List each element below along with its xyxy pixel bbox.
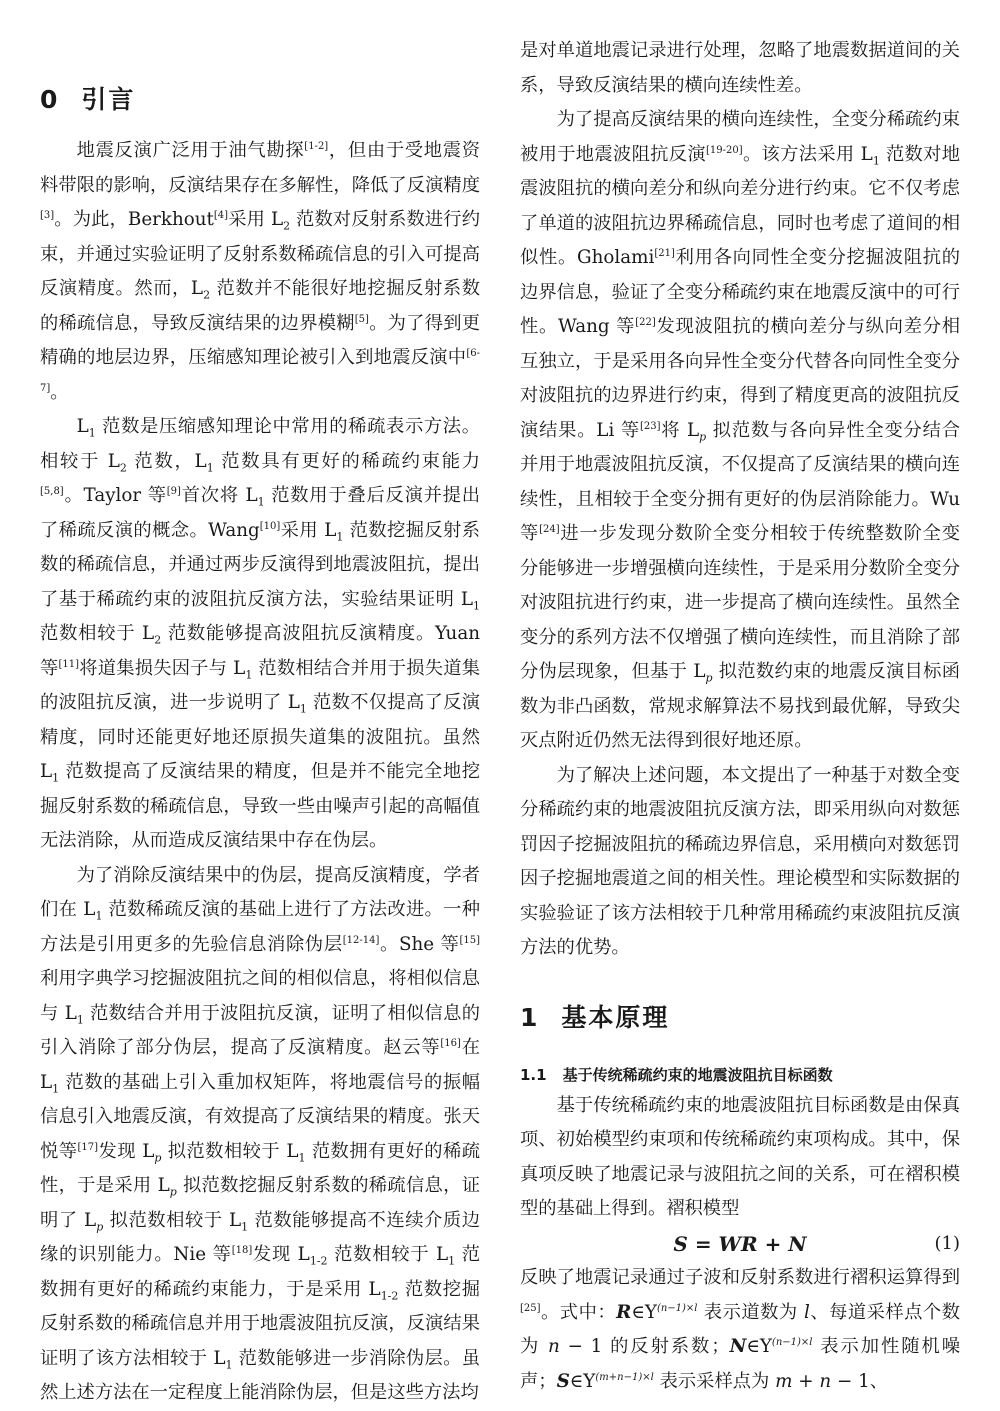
superscript: (m+n−1)×l <box>595 1371 654 1383</box>
text-run: 范数结合并用于波阻抗反演，证明了相似信息的引入消除了部分伪层，提高了反演精度。赵云等 <box>40 1002 481 1058</box>
text-run: 拟范数相较于 L <box>161 1140 299 1162</box>
text-run: ∈Y <box>746 1336 772 1357</box>
principles-paragraph-1: 基于传统稀疏约束的地震波阻抗目标函数是由保真项、初始模型约束项和传统稀疏约束项构成。其中，保真项反映了地震记录与波阻抗之间的关系，可在褶积模型的基础上得到。褶积模型 <box>520 1094 960 1219</box>
citation: [5,8] <box>40 485 64 497</box>
superscript: (n−1)×l <box>771 1336 813 1348</box>
citation: [24] <box>539 523 560 535</box>
text-run: 反映了地震记录通过子波和反射系数进行褶积运算得到 <box>520 1267 960 1288</box>
text-run: 发现波阻抗的横向差分与纵向差分相互独立，于是采用各向异性全变分代替各向同性全变分对波阻抗的边界进行约束，得到了精度更高的波阻抗反演结果。Li 等 <box>520 316 961 441</box>
text-run: 地震反演广泛用于油气勘探 <box>76 140 305 161</box>
text-run: − 1、 <box>831 1370 889 1392</box>
text-run: 发现 L <box>252 1244 310 1265</box>
text-run: 范数并不能很好地挖掘反射系数的稀疏信息，导致反演结果的边界模糊 <box>40 278 481 334</box>
citation: [9] <box>166 485 181 497</box>
equation-number: (1) <box>934 1232 960 1254</box>
subscript: 1 <box>299 702 307 716</box>
text-run: + <box>792 1370 820 1392</box>
text-run: 范数相较于 L <box>327 1244 449 1265</box>
section-title: 基本原理 <box>561 1002 670 1032</box>
text-run: 首次将 L <box>180 485 258 506</box>
citation: [21] <box>654 247 675 259</box>
text-run: L <box>76 416 89 437</box>
citation: [12-14] <box>342 934 380 946</box>
superscript: (n−1)×l <box>656 1302 698 1314</box>
subsection-number: 1.1 <box>520 1065 547 1084</box>
text-run: 范数能够进一步消除伪层。虽然上述方法在一定程度上能消除伪层，但是这些方法均 <box>40 1347 480 1403</box>
citation: [5] <box>354 313 369 325</box>
text-run: 表示加性随机噪声； <box>520 1336 961 1392</box>
text-run: 表示采样点为 <box>653 1370 776 1392</box>
text-run: 范数相较于 L <box>40 623 155 644</box>
text-run: 范数对地震波阻抗的横向差分和纵向差分进行约束。它不仅考虑了单道的波阻抗边界稀疏信息，同时也考虑了道间的相似性。Gholami <box>520 143 961 268</box>
text-run: ∈Y <box>569 1370 596 1392</box>
citation: [1-2] <box>304 140 329 152</box>
subscript: 1 <box>76 1013 84 1027</box>
citation: [22] <box>635 316 656 328</box>
subscript: 1 <box>872 154 880 168</box>
text-run: 范数的基础上引入重加权矩阵，将地震信号的振幅信息引入地震反演，有效提高了反演结果的精度。张天悦等 <box>40 1071 480 1162</box>
left-column <box>40 0 480 1411</box>
text-run: 范数能够提高不连续介质边缘的识别能力。Nie 等 <box>40 1209 481 1265</box>
equation-body: S = WR + N <box>673 1231 807 1256</box>
text-run: 范数提高了反演结果的精度，但是并不能完全地挖掘反射系数的稀疏信息，导致一些由噪声引起的高幅值无法消除，从而造成反演结果中存在伪层。 <box>40 761 480 851</box>
citation: [18] <box>231 1244 253 1256</box>
text-run: 利用各向同性全变分挖掘波阻抗的边界信息，验证了全变分稀疏约束在地震反演中的可行性。Wang 等 <box>520 247 961 337</box>
citation: [6-7] <box>40 347 480 394</box>
text-run: 表示道数为 <box>697 1301 804 1323</box>
text-run: 、每道采样点个数为 <box>520 1301 961 1357</box>
subscript: 1 <box>473 599 480 613</box>
subscript: p <box>96 1220 104 1234</box>
subscript: 1 <box>52 771 60 785</box>
subscript: 1 <box>206 461 214 475</box>
subscript: 2 <box>154 633 162 647</box>
math-variable: N <box>729 1336 747 1357</box>
subscript: 1 <box>245 668 253 682</box>
citation: [16] <box>440 1037 461 1049</box>
subscript: p <box>169 1185 177 1199</box>
text-run: 范数挖掘反射系数的稀疏信息，并通过两步反演得到地震波阻抗，提出了基于稀疏约束的波阻抗反演方法，实验结果证明 L <box>40 519 481 610</box>
text-run: 拟范数挖掘反射系数的稀疏信息，证明了 L <box>40 1175 481 1231</box>
text-run: 在 L <box>40 1037 481 1093</box>
subscript: 1-2 <box>309 1254 328 1268</box>
text-run: 范数挖掘反射系数的稀疏信息并用于地震波阻抗反演，反演结果证明了该方法相较于 L <box>40 1278 480 1369</box>
subscript: 2 <box>119 461 127 475</box>
citation: [4] <box>213 209 229 221</box>
subscript: 1 <box>298 1151 306 1165</box>
subscript: 1 <box>336 530 344 544</box>
citation: [15] <box>459 934 480 946</box>
text-run: 将道集损失因子与 L <box>79 657 246 679</box>
text-run: 为了提高反演结果的横向连续性，全变分稀疏约束被用于地震波阻抗反演 <box>520 109 960 165</box>
text-run: 范数对反射系数进行约束，并通过实验证明了反射系数稀疏信息的引入可提高反演精度。然而，L <box>40 209 480 299</box>
citation: [10] <box>259 520 281 532</box>
text-run: 为了消除反演结果中的伪层，提高反演精度，学者们在 L <box>40 864 480 920</box>
subscript: 1 <box>257 495 265 509</box>
text-run: ，但由于受地震资料带限的影响，反演结果存在多解性，降低了反演精度 <box>40 140 481 196</box>
text-run: 范数，L <box>126 450 207 472</box>
math-variable: m <box>775 1370 793 1392</box>
subscript: 1-2 <box>380 1289 399 1303</box>
intro-paragraph-5: 为了解决上述问题，本文提出了一种基于对数全变分稀疏约束的地震波阻抗反演方法，即采用纵向对数惩罚因子挖掘波阻抗的稀疏边界信息，采用横向对数惩罚因子挖掘地震道之间的相关性。理论模型和实际数据的实验验证了该方法相较于几种常用稀疏约束波阻抗反演方法的优势。 <box>520 764 960 958</box>
text-run: 。Taylor 等 <box>63 485 167 506</box>
subscript: 1 <box>88 426 96 440</box>
citation: [11] <box>58 658 80 670</box>
text-run: 采用 L <box>228 209 284 230</box>
text-run: 。 <box>50 381 69 403</box>
section-number: 1 <box>520 1002 540 1032</box>
text-run: 进一步发现分数阶全变分相较于传统整数阶全变分能够进一步增强横向连续性，于是采用分数阶全变分对波阻抗进行约束，进一步提高了横向连续性。虽然全变分的系列方法不仅增强了横向连续性，而且消除了部分伪层现象，但基于 L <box>520 523 961 682</box>
intro-paragraph-3 <box>40 859 480 1411</box>
continued-paragraph: 是对单道地震记录进行处理，忽略了地震数据道间的关系，导致反演结果的横向连续性差。 <box>520 40 960 96</box>
principles-paragraph-2 <box>520 1261 960 1399</box>
subscript: 1 <box>52 1082 60 1096</box>
citation: [25] <box>520 1302 541 1314</box>
text-run: 拟范数约束的地震反演目标函数为非凸函数，常规求解算法不易找到最优解，导致尖灭点附近仍然无法得到很好地还原。 <box>520 661 961 751</box>
text-run: 。该方法采用 L <box>742 143 873 165</box>
text-run: 。She 等 <box>379 933 460 955</box>
text-run: 利用字典学习挖掘波阻抗之间的相似信息，将相似信息与 L <box>40 968 480 1024</box>
math-variable: l <box>803 1301 810 1323</box>
text-run: 范数拥有更好的稀疏约束能力，于是采用 L <box>40 1244 481 1300</box>
text-run: 拟范数相较于 L <box>103 1209 242 1231</box>
math-variable: n <box>819 1370 832 1392</box>
subsection-heading-1-1 <box>520 1064 960 1085</box>
intro-paragraph-2 <box>40 410 480 859</box>
text-run: 。为了得到更精确的地层边界，压缩感知理论被引入到地震反演中 <box>40 312 481 368</box>
text-run: 范数不仅提高了反演精度，同时还能更好地还原损失道集的波阻抗。虽然 L <box>40 692 481 782</box>
section-number: 0 <box>40 85 60 114</box>
text-run: 范数相结合并用于损失道集的波阻抗反演，进一步说明了 L <box>40 657 481 713</box>
text-run: 范数稀疏反演的基础上进行了方法改进。一种方法是引用更多的先验信息消除伪层 <box>40 899 481 955</box>
intro-paragraph-4 <box>520 103 960 759</box>
subscript: p <box>699 430 707 444</box>
subscript: p <box>154 1151 162 1165</box>
citation: [17] <box>77 1141 99 1153</box>
text-run: 范数是压缩感知理论中常用的稀疏表示方法。相较于 L <box>40 416 480 472</box>
subscript: p <box>705 671 713 685</box>
text-run: 范数具有更好的稀疏约束能力 <box>213 450 481 472</box>
subscript: 1 <box>241 1220 249 1234</box>
intro-paragraph-1 <box>40 134 480 410</box>
text-run: 拟范数与各向异性全变分结合并用于地震波阻抗反演，不仅提高了反演结果的横向连续性，且相较于全变分拥有更好的伪层消除能力。Wu 等 <box>520 419 960 544</box>
subsection-title: 基于传统稀疏约束的地震波阻抗目标函数 <box>562 1065 833 1084</box>
math-variable: S <box>556 1370 570 1392</box>
text-run: 将 L <box>660 419 700 441</box>
text-run: ∈Y <box>631 1301 657 1323</box>
text-run: 范数用于叠后反演并提出了稀疏反演的概念。Wang <box>40 485 481 541</box>
math-variable: R <box>616 1301 632 1323</box>
text-run: 发现 L <box>98 1140 155 1162</box>
math-variable: n <box>548 1336 560 1357</box>
text-run: 。为此，Berkhout <box>54 209 214 230</box>
subscript: 2 <box>283 219 291 233</box>
right-column <box>520 0 960 1399</box>
subscript: 1 <box>95 909 103 923</box>
subscript: 1 <box>225 1358 233 1372</box>
text-run: 范数拥有更好的稀疏性，于是采用 L <box>40 1140 481 1196</box>
section-title: 引言 <box>81 85 136 114</box>
citation: [3] <box>40 209 55 221</box>
citation: [23] <box>639 420 661 432</box>
text-run: 采用 L <box>280 519 337 541</box>
text-run: 。式中： <box>540 1301 617 1323</box>
subscript: 1 <box>448 1254 456 1268</box>
section-heading-principles <box>520 998 960 1034</box>
subscript: 2 <box>203 288 211 302</box>
section-heading-intro <box>40 80 480 116</box>
text-run: 范数能够提高波阻抗反演精度。Yuan 等 <box>40 623 480 679</box>
equation-1 <box>520 1227 960 1262</box>
text-run: − 1 的反射系数； <box>559 1336 730 1357</box>
citation: [19-20] <box>705 144 743 156</box>
